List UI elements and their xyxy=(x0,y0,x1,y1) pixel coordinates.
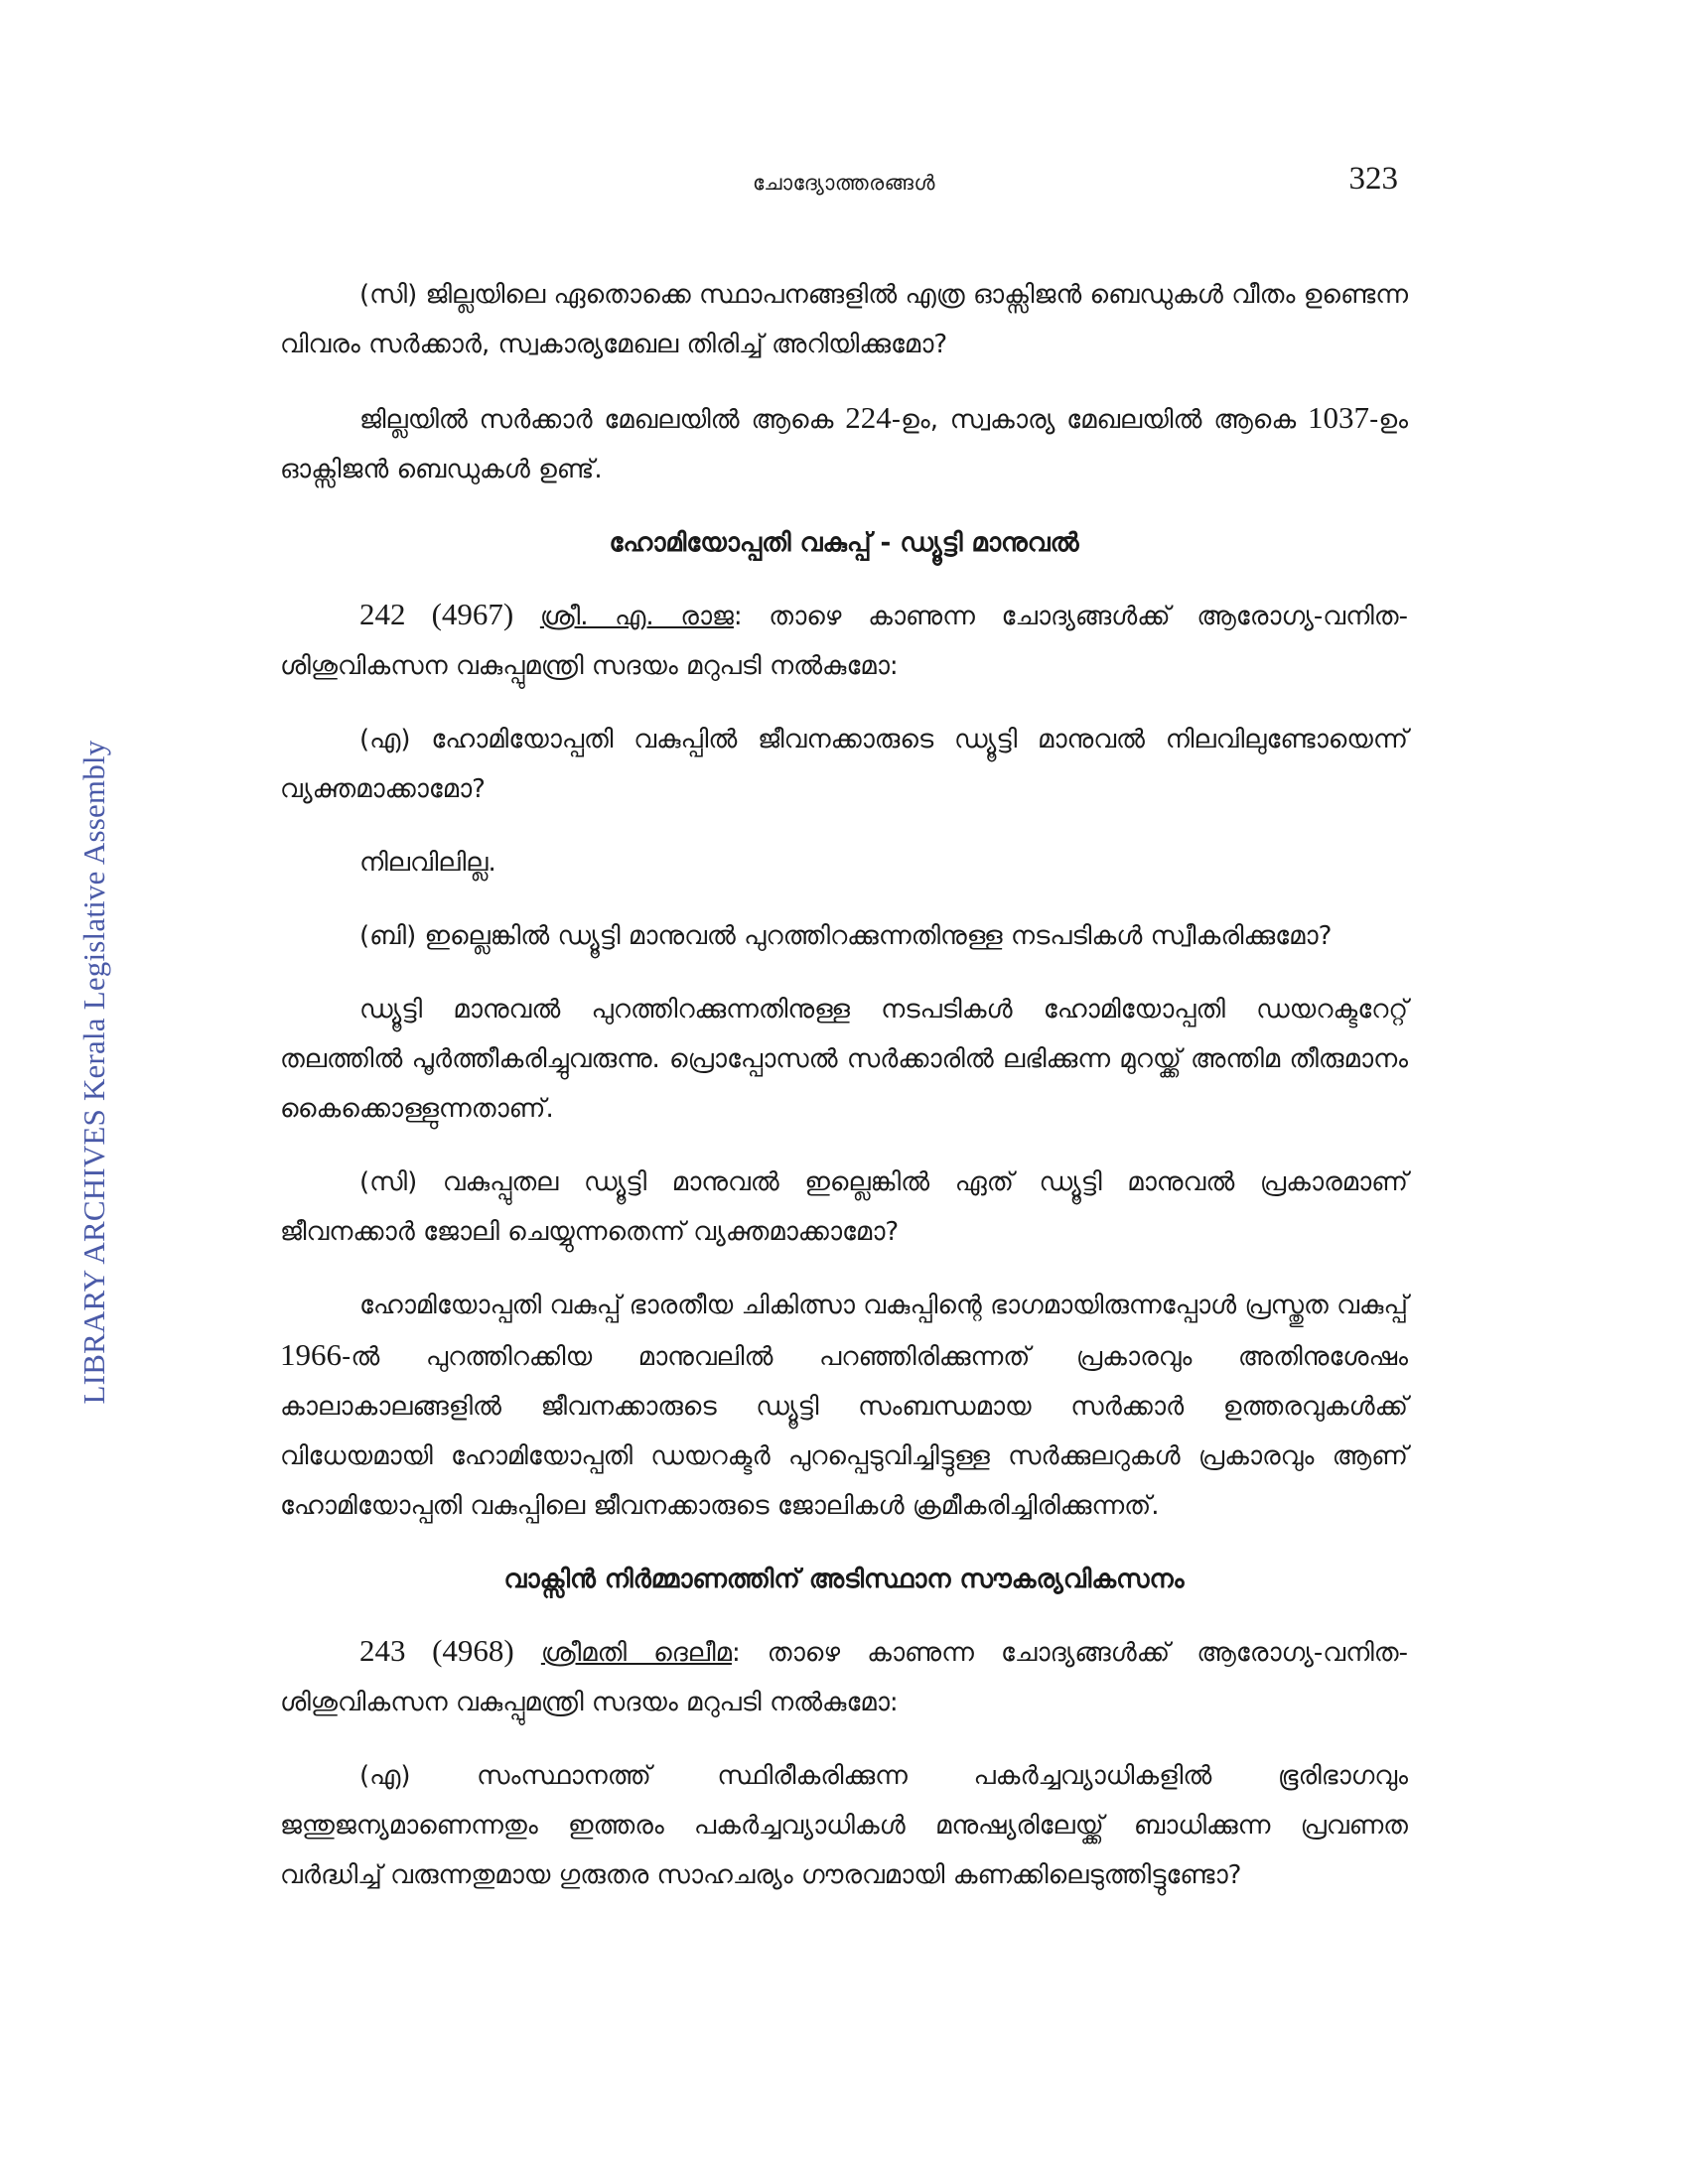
answer-text: -ഉം ഓക്സിജൻ ബെഡുകൾ ഉണ്ട്. xyxy=(280,405,1408,484)
answer-c xyxy=(280,1281,1408,1531)
question-text: : താഴെ കാണുന്ന ചോദ്യങ്ങൾക്ക് ആരോഗ്യ-വനിത-ശിശുവികസന വകുപ്പുമന്ത്രി സദയം മറുപടി നൽകുമോ: xyxy=(280,602,1408,681)
question-number: 243 (4968) xyxy=(359,1633,514,1668)
archive-watermark: LIBRARY ARCHIVES Kerala Legislative Assembly xyxy=(76,740,111,1405)
number-value: 224 xyxy=(845,400,892,435)
page-body xyxy=(280,270,1408,1924)
answer-a: നിലവിലില്ല. xyxy=(359,848,496,878)
question-a-duty-manual: (എ) ഹോമിയോപ്പതി വകുപ്പിൽ ജീവനക്കാരുടെ ഡ്യൂട്ടി മാനുവൽ നിലവിലുണ്ടോയെന്ന് വ്യക്തമാക്കാമോ? xyxy=(280,725,1408,804)
member-name: ശ്രീ. എ. രാജ xyxy=(539,602,734,631)
answer-oxygen-beds xyxy=(280,393,1408,494)
question-a-zoonotic: (എ) സംസ്ഥാനത്ത് സ്ഥിരീകരിക്കുന്ന പകർച്ചവ്യാധികളിൽ ഭൂരിഭാഗവും ജന്തുജന്യമാണെന്നതും ഇത്തരം പകർച്ചവ്യാധികൾ മനുഷ്യരിലേയ്ക്ക് ബാധിക്കുന്ന പ്രവണത വർദ്ധിച്ച് വരുന്നതുമായ ഗുരുതര സാഹചര്യം ഗൗരവമായി കണക്കിലെടുത്തിട്ടുണ്ടോ? xyxy=(280,1761,1408,1890)
question-242-intro xyxy=(280,590,1408,691)
answer-text: -ഉം, സ്വകാര്യ മേഖലയിൽ ആകെ xyxy=(891,405,1308,435)
question-b-duty-manual: (ബി) ഇല്ലെങ്കിൽ ഡ്യൂട്ടി മാനുവൽ പുറത്തിറക്കുന്നതിനുള്ള നടപടികൾ സ്വീകരിക്കുമോ? xyxy=(359,921,1333,951)
section-heading-vaccine: വാക്സിൻ നിർമ്മാണത്തിന് അടിസ്ഥാന സൗകര്യവികസനം xyxy=(503,1565,1185,1594)
running-head: ചോദ്യോത്തരങ്ങൾ xyxy=(752,171,936,195)
section-heading-homeopathy: ഹോമിയോപ്പതി വകുപ്പ് - ഡ്യൂട്ടി മാനുവൽ xyxy=(609,528,1079,558)
question-text: : താഴെ കാണുന്ന ചോദ്യങ്ങൾക്ക് ആരോഗ്യ-വനിത-ശിശുവികസന വകുപ്പുമന്ത്രി സദയം മറുപടി നൽകുമോ: xyxy=(280,1638,1408,1717)
question-number: 242 (4967) xyxy=(359,597,514,631)
member-name: ശ്രീമതി ദെലീമ xyxy=(540,1638,732,1668)
question-c-duty-manual: (സി) വകുപ്പുതല ഡ്യൂട്ടി മാനുവൽ ഇല്ലെങ്കിൽ ഏത് ഡ്യൂട്ടി മാനുവൽ പ്രകാരമാണ് ജീവനക്കാർ ജോലി ചെയ്യുന്നതെന്ന് വ്യക്തമാക്കാമോ? xyxy=(280,1167,1408,1247)
question-c-oxygen-beds: (സി) ജില്ലയിലെ ഏതൊക്കെ സ്ഥാപനങ്ങളിൽ എത്ര ഓക്സിജൻ ബെഡുകൾ വീതം ഉണ്ടെന്ന വിവരം സർക്കാർ, സ്വകാര്യമേഖല തിരിച്ച് അറിയിക്കുമോ? xyxy=(280,280,1408,359)
answer-text: ജില്ലയിൽ സർക്കാർ മേഖലയിൽ ആകെ xyxy=(359,405,846,435)
year-value: 1966 xyxy=(280,1337,342,1372)
answer-text: -ൽ പുറത്തിറക്കിയ മാനുവലിൽ പറഞ്ഞിരിക്കുന്നത് പ്രകാരവും അതിനുശേഷം കാലാകാലങ്ങളിൽ ജീവനക്കാരുടെ ഡ്യൂട്ടി സംബന്ധമായ സർക്കാർ ഉത്തരവുകൾക്ക് വിധേയമായി ഹോമിയോപ്പതി ഡയറക്ടർ പുറപ്പെടുവിച്ചിട്ടുള്ള സർക്കുലറുകൾ പ്രകാരവും ആണ് ഹോമിയോപ്പതി വകുപ്പിലെ ജീവനക്കാരുടെ ജോലികൾ ക്രമീകരിച്ചിരിക്കുന്നത്. xyxy=(280,1342,1408,1521)
page-number: 323 xyxy=(1348,161,1398,197)
number-value: 1037 xyxy=(1307,400,1369,435)
question-243-intro xyxy=(280,1626,1408,1727)
answer-b: ഡ്യൂട്ടി മാനുവൽ പുറത്തിറക്കുന്നതിനുള്ള നടപടികൾ ഹോമിയോപ്പതി ഡയറക്ടറേറ്റ് തലത്തിൽ പൂർത്തീകരിച്ചുവരുന്നു. പ്രൊപ്പോസൽ സർക്കാരിൽ ലഭിക്കുന്ന മുറയ്ക്ക് അന്തിമ തീരുമാനം കൈക്കൊള്ളുന്നതാണ്. xyxy=(280,995,1408,1124)
answer-text: ഹോമിയോപ്പതി വകുപ്പ് ഭാരതീയ ചികിത്സാ വകുപ്പിന്റെ ഭാഗമായിരുന്നപ്പോൾ പ്രസ്തുത വകുപ്പ് xyxy=(359,1291,1408,1320)
